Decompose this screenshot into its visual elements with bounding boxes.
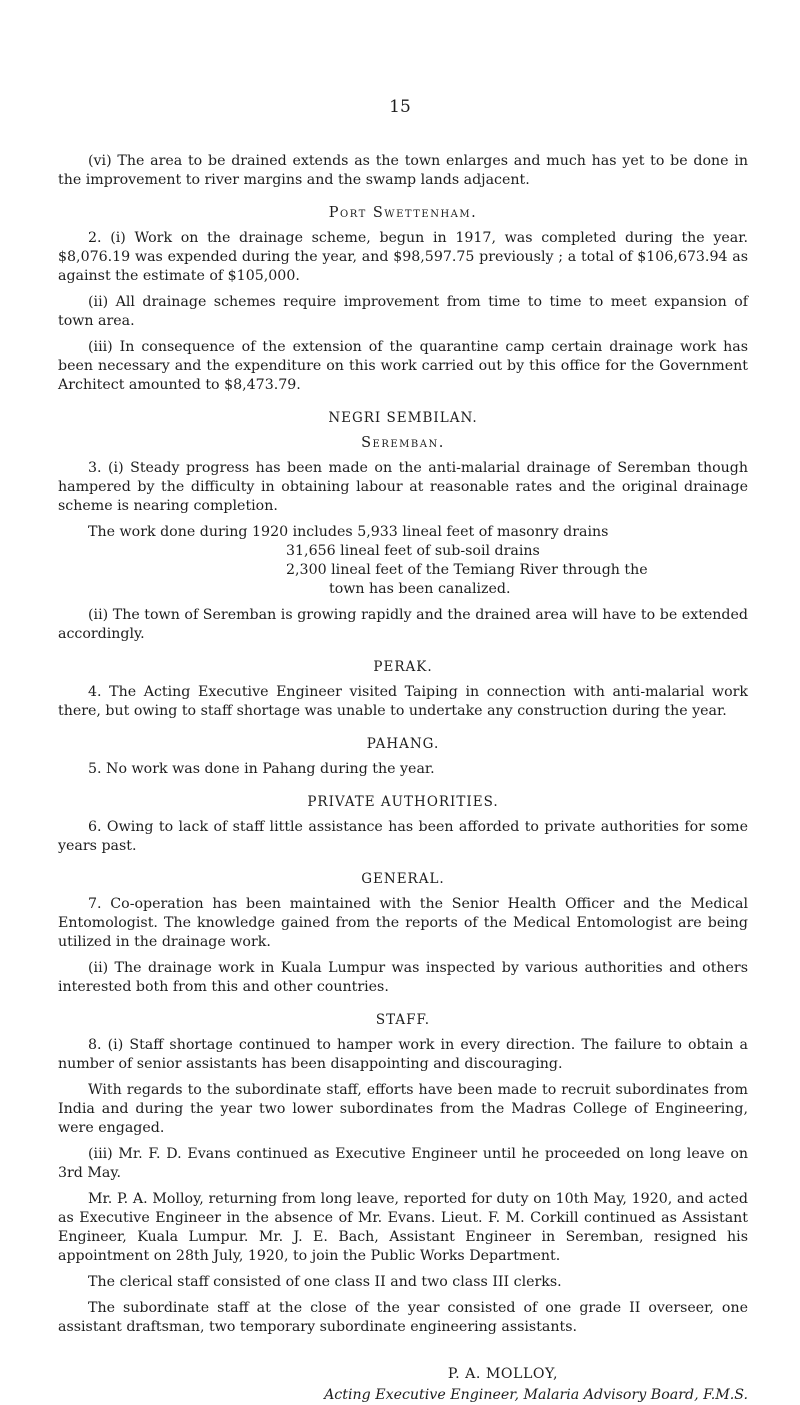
signature-block <box>58 1365 748 1405</box>
work-list <box>286 542 748 599</box>
signature-title: Acting Executive Engineer, Malaria Advisory Board, F.M.S. <box>324 1387 748 1403</box>
port-swettenham-para-2: (ii) All drainage schemes require improvement from time to time to meet expansion of town area. <box>58 294 748 329</box>
negri-para-3: (ii) The town of Seremban is growing rapidly and the drained area will have to be extended accordingly. <box>58 607 748 642</box>
section-heading-negri-sembilan: NEGRI SEMBILAN. <box>328 410 478 426</box>
staff-para-4: Mr. P. A. Molloy, returning from long leave, reported for duty on 10th May, 1920, and acted as Executive Engineer in the absence of Mr. Evans. Lieut. F. M. Corkill continued as Assistant Engineer, Kuala Lumpur. Mr. J. E. Bach, Assistant Engineer in Seremban, resigned his appointment on 28th July, 1920, to join the Public Works Department. <box>58 1191 748 1264</box>
section-heading-perak: PERAK. <box>373 659 433 675</box>
work-item: 2,300 lineal feet of the Temiang River through the <box>286 562 648 578</box>
section-heading-general: GENERAL. <box>361 871 445 887</box>
section-heading-pahang: PAHANG. <box>366 736 440 752</box>
work-item-continuation: town has been canalized. <box>329 581 511 597</box>
port-swettenham-para-3: (iii) In consequence of the extension of the quarantine camp certain drainage work has been necessary and the expenditure on this work carried out by this office for the Government Architect amounted to $8,473.79. <box>58 339 748 393</box>
staff-para-5: The clerical staff consisted of one class II and two class III clerks. <box>88 1274 562 1290</box>
staff-para-1: 8. (i) Staff shortage continued to hamper work in every direction. The failure to obtain a number of senior assistants has been disappointing and discouraging. <box>58 1037 748 1072</box>
page-number: 15 <box>389 97 411 117</box>
general-para-1: 7. Co-operation has been maintained with the Senior Health Officer and the Medical Entomologist. The knowledge gained from the reports of the Medical Entomologist are being utilized in the drainage work. <box>58 896 748 950</box>
negri-para-2: The work done during 1920 includes 5,933 lineal feet of masonry drains <box>88 524 609 540</box>
section-heading-port-swettenham: Port Swettenham. <box>328 205 478 221</box>
pahang-para-1: 5. No work was done in Pahang during the year. <box>88 761 435 777</box>
section-heading-staff: STAFF. <box>375 1012 431 1028</box>
general-para-2: (ii) The drainage work in Kuala Lumpur was inspected by various authorities and others interested both from this and other countries. <box>58 960 748 995</box>
private-para-1: 6. Owing to lack of staff little assistance has been afforded to private authorities for some years past. <box>58 819 748 854</box>
signature-name: P. A. MOLLOY, <box>447 1366 559 1382</box>
perak-para-1: 4. The Acting Executive Engineer visited Taiping in connection with anti-malarial work there, but owing to staff shortage was unable to undertake any construction during the year. <box>58 684 748 719</box>
work-item: 31,656 lineal feet of sub-soil drains <box>286 543 540 559</box>
section-heading-private-authorities: PRIVATE AUTHORITIES. <box>307 794 499 810</box>
staff-para-6: The subordinate staff at the close of the year consisted of one grade II overseer, one assistant draftsman, two temporary subordinate engineering assistants. <box>58 1300 748 1335</box>
staff-para-2: With regards to the subordinate staff, efforts have been made to recruit subordinates from India and during the year two lower subordinates from the Madras College of Engineering, were engaged. <box>58 1082 748 1136</box>
staff-para-3: (iii) Mr. F. D. Evans continued as Executive Engineer until he proceeded on long leave on 3rd May. <box>58 1146 748 1181</box>
negri-para-1: 3. (i) Steady progress has been made on the anti-malarial drainage of Seremban though hampered by the difficulty in obtaining labour at reasonable rates and the original drainage scheme is nearing completion. <box>58 460 748 514</box>
port-swettenham-para-1: 2. (i) Work on the drainage scheme, begun in 1917, was completed during the year. $8,076.19 was expended during the year, and $98,597.75 previously ; a total of $106,673.94 as against the estimate of $105,000. <box>58 230 748 284</box>
document-body <box>58 152 748 1405</box>
subheading-seremban: Seremban. <box>361 435 445 451</box>
intro-paragraph: (vi) The area to be drained extends as the town enlarges and much has yet to be done in the improvement to river margins and the swamp lands adjacent. <box>58 153 748 188</box>
